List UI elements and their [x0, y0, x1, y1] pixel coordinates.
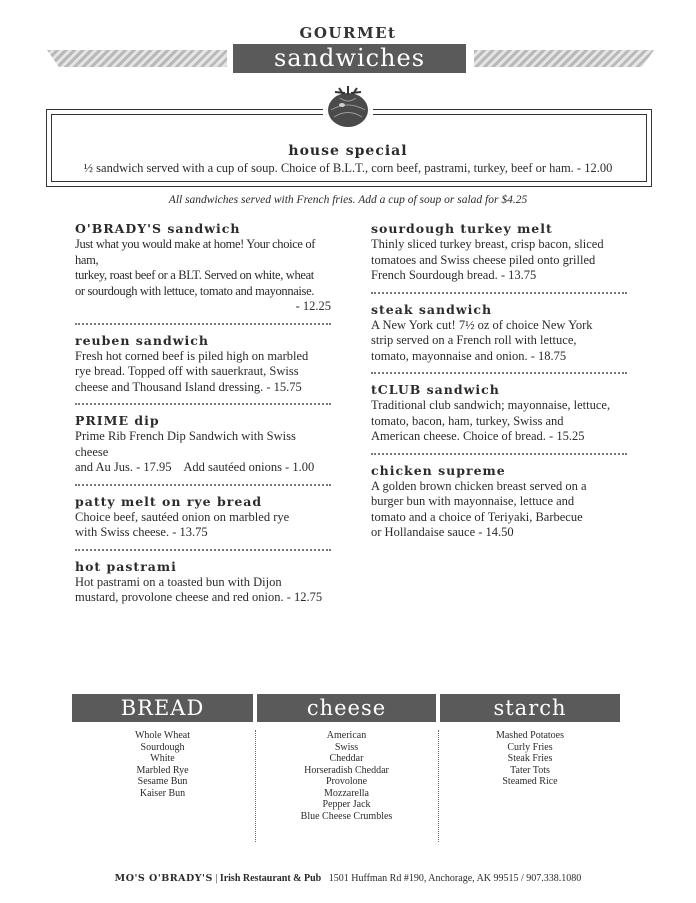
menu-item-title: sourdough turkey melt	[371, 221, 553, 236]
menu-item-price: - 12.25	[295, 299, 331, 313]
footer-separator: |	[215, 873, 218, 884]
menu-item-line: cheese and Thousand Island dressing. - 15.75	[75, 379, 302, 394]
dotted-divider	[75, 549, 331, 551]
starch-option: Curly Fries	[507, 741, 553, 753]
menu-item-line: with Swiss cheese. - 13.75	[75, 525, 208, 539]
cheese-option: American	[326, 730, 367, 741]
menu-item-title: O'BRADY'S sandwich	[75, 221, 241, 236]
menu-item	[371, 463, 627, 541]
menu-item-title: tCLUB sandwich	[371, 382, 500, 397]
dotted-divider	[371, 292, 627, 294]
bread-section-header: BREAD	[72, 694, 253, 722]
dotted-divider	[75, 403, 331, 405]
menu-item-line: burger bun with mayonnaise, lettuce and	[371, 494, 575, 508]
menu-item-line: tomato and a choice of Teriyaki, Barbecue	[371, 509, 583, 524]
cheese-option: Mozzarella	[324, 787, 369, 799]
cheese-list	[257, 730, 436, 822]
menu-item	[75, 559, 331, 606]
bread-option: Kaiser Bun	[139, 787, 186, 799]
bread-option: Whole Wheat	[134, 730, 191, 741]
menu-item	[371, 302, 627, 365]
menu-item-title: chicken supreme	[371, 462, 506, 478]
menu-item-line: Choice beef, sautéed onion on marbled rye	[75, 509, 290, 524]
tomato-icon	[323, 84, 373, 130]
cheese-option: Pepper Jack	[322, 799, 371, 810]
bread-option: Sesame Bun	[137, 776, 188, 787]
starch-option: Tater Tots	[510, 764, 550, 776]
cheese-option: Blue Cheese Crumbles	[300, 810, 393, 822]
menu-item-line: tomato, bacon, ham, turkey, Swiss and	[371, 413, 564, 428]
starch-section-header: starch	[440, 694, 620, 722]
menu-item-line: Hot pastrami on a toasted bun with Dijon	[75, 574, 282, 589]
menu-item-line: rye bread. Topped off with sauerkraut, Swiss	[75, 364, 299, 378]
house-special-description: ½ sandwich served with a cup of soup. Choice of B.L.T., corn beef, pastrami, turkey, beef or ham. - 12.00	[83, 161, 613, 175]
menu-item-line: Just what you would make at home! Your choice of ham,	[75, 237, 316, 267]
menu-item-line: Prime Rib French Dip Sandwich with Swiss cheese	[75, 429, 296, 459]
dotted-divider	[371, 453, 627, 455]
menu-item	[75, 221, 331, 315]
menu-item-line: Thinly sliced turkey breast, crisp bacon, sliced	[371, 237, 604, 251]
menu-item-line: A golden brown chicken breast served on a	[371, 478, 587, 493]
menu-item-line: or sourdough with lettuce, tomato and mayonnaise.	[75, 283, 315, 298]
starch-option: Mashed Potatoes	[495, 730, 565, 741]
menu-item-line: Fresh hot corned beef is piled high on marbled	[75, 348, 309, 363]
menu-item-line: turkey, roast beef or a BLT. Served on white, wheat	[75, 268, 314, 282]
menu-item-line: mustard, provolone cheese and red onion. - 12.75	[75, 590, 323, 604]
dotted-divider	[371, 372, 627, 374]
restaurant-name: MO'S O'BRADY'S	[114, 873, 213, 884]
restaurant-subtitle: Irish Restaurant & Pub	[219, 873, 322, 884]
vertical-dotted-divider	[255, 730, 256, 842]
menu-kicker: GOURMEt	[299, 24, 397, 42]
menu-item-title: PRIME dip	[75, 413, 160, 428]
menu-item-line: tomato, mayonnaise and onion. - 18.75	[371, 348, 567, 363]
menu-item	[371, 221, 627, 284]
menu-item-title: steak sandwich	[371, 301, 493, 317]
dotted-divider	[75, 484, 331, 486]
starch-option: Steak Fries	[507, 753, 553, 764]
cheese-option: Swiss	[334, 741, 359, 753]
right-decorative-stripe	[474, 50, 654, 67]
menu-item-line: tomatoes and Swiss cheese piled onto grilled	[371, 252, 596, 267]
left-decorative-stripe	[47, 50, 227, 67]
bread-option: White	[150, 753, 175, 764]
menu-item-title: reuben sandwich	[75, 332, 209, 348]
bread-option: Marbled Rye	[136, 764, 189, 776]
menu-title: sandwiches	[233, 44, 466, 73]
left-menu-column	[75, 221, 331, 606]
starch-option: Steamed Rice	[502, 776, 558, 787]
menu-item-line: or Hollandaise sauce - 14.50	[371, 525, 514, 539]
right-menu-column	[371, 221, 627, 541]
menu-item-line: French Sourdough bread. - 13.75	[371, 268, 537, 282]
menu-item-title: hot pastrami	[75, 558, 177, 574]
menu-item	[75, 333, 331, 396]
vertical-dotted-divider	[438, 730, 439, 842]
cheese-option: Provolone	[325, 776, 368, 787]
restaurant-address: 1501 Huffman Rd #190, Anchorage, AK 99515 / 907.338.1080	[328, 873, 582, 884]
fries-note: All sandwiches served with French fries. Add a cup of soup or salad for $4.25	[168, 194, 528, 206]
menu-item-line: strip served on a French roll with lettuce,	[371, 333, 577, 347]
menu-item-line: American cheese. Choice of bread. - 15.25	[371, 429, 585, 443]
house-special-title: house special	[288, 143, 408, 159]
cheese-section-header: cheese	[257, 694, 436, 722]
menu-item	[75, 413, 331, 476]
menu-item-title: patty melt on rye bread	[75, 493, 263, 509]
bread-option: Sourdough	[140, 741, 185, 753]
cheese-option: Horseradish Cheddar	[304, 764, 389, 776]
footer	[0, 873, 696, 884]
starch-list	[440, 730, 620, 788]
menu-item-line: Traditional club sandwich; mayonnaise, lettuce,	[371, 398, 611, 412]
bread-list	[72, 730, 253, 799]
menu-item-line: A New York cut! 7½ oz of choice New York	[371, 317, 593, 332]
menu-item	[371, 382, 627, 445]
menu-item	[75, 494, 331, 541]
cheese-option: Cheddar	[329, 753, 364, 764]
menu-item-line: and Au Jus. - 17.95 Add sautéed onions - 1.00	[75, 460, 315, 474]
dotted-divider	[75, 323, 331, 325]
